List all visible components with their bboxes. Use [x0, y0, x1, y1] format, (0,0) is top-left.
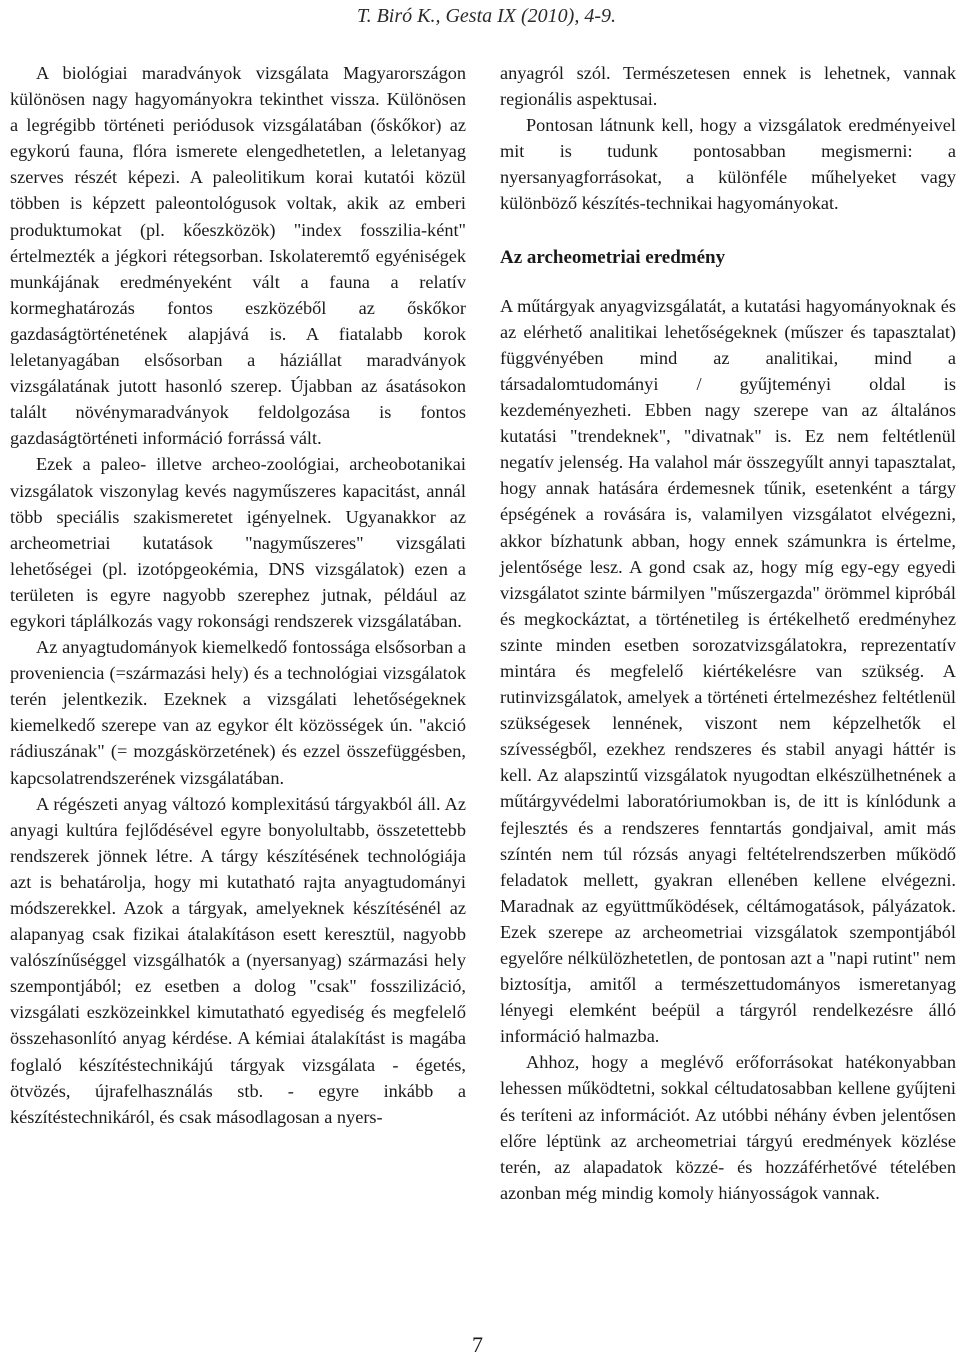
body-paragraph: A biológiai maradványok vizsgálata Magyarországon különösen nagy hagyományokra tekinthet vissza. Különösen a legrégibb történeti periódusok vizsgálatában (őskőkor) az egykorú fauna, flóra ismerete elengedhetetlen, a leletanyag szerves részét képezi. A paleolitikum korai kutatói közül többen is képzett paleontológusok voltak, akik az emberi produktumokat (pl. kőeszközök) "index fosszilia-ként" értelmezték a jégkori rétegsorban. Iskolateremtő egyéniségek munkájának eredményeként vált a fauna a relatív kormeghatározás fontos eszközéből az őskőkor gazdaságtörténetének alapjává is. A fiatalabb korok leletanyagában elsősorban a háziállat maradványok vizsgálatának jutott hasonló szerep. Újabban az ásatásokon talált növénymaradványok feldolgozása is fontos gazdaságtörténeti információ forrássá vált.	[10, 63, 466, 449]
body-paragraph-continued: anyagról szól. Természetesen ennek is lehetnek, vannak regionális aspektusai.	[500, 63, 956, 110]
body-paragraph: Ezek a paleo- illetve archeo-zoológiai, archeobotanikai vizsgálatok viszonylag kevés nagyműszeres kapacitást, annál több speciális szakismeretet igényelnek. Ugyanakkor az archeometriai kutatások "nagyműszeres" vizsgálati lehetőségei (pl. izotópgeokémia, DNS vizsgálatok) ezen a területen is egyre nagyobb szerephez jutnak, például az egykori táplálkozás vagy rokonsági rendszerek vizsgálatában.	[10, 454, 466, 631]
left-column	[10, 60, 466, 1130]
body-paragraph: Pontosan látnunk kell, hogy a vizsgálatok eredményeivel mit is tudunk pontosabban megismerni: a nyersanyagforrásokat, a különféle műhelyeket vagy különböző készítés-technikai hagyományokat.	[500, 115, 956, 214]
right-column	[500, 60, 956, 1206]
body-paragraph: A régészeti anyag változó komplexitású tárgyakból áll. Az anyagi kultúra fejlődésével egyre bonyolultabb, összetettebb rendszerek jönnek létre. A tárgy készítésének technológiája azt is behatárolja, hogy mi kutatható rajta anyagtudományi módszerekkel. Azok a tárgyak, amelyeknek készítésénél az alapanyag csak fizikai átalakításon esett keresztül, nagyobb valószínűséggel vizsgálhatók a (nyersanyag) származási hely szempontjából; ez esetben a dolog "csak" fosszilizáció, vizsgálati eszközeinkkel kimutatható egyediség és megfelelő összehasonlító anyag kérdése. A kémiai átalakítást is magába foglaló készítéstechnikájú tárgyak vizsgálata - égetés, ötvözés, újrafelhasználás stb. - egyre inkább a készítéstechnikáról, és csak másodlagosan a nyers-	[10, 793, 466, 1127]
page-number: 7	[472, 1332, 483, 1357]
running-header: T. Biró K., Gesta IX (2010), 4-9.	[356, 5, 616, 27]
section-heading: Az archeometriai eredmény	[500, 246, 726, 268]
body-paragraph: Az anyagtudományok kiemelkedő fontossága elsősorban a proveniencia (=származási hely) és a technológiai vizsgálatok terén jelentkezik. Ezeknek a vizsgálati lehetőségeknek kiemelkedő szerepe van az egykor élt közösségek ún. "akció rádiuszának" (= mozgáskörzetének) és ezzel összefüggésben, kapcsolatrendszerének vizsgálatában.	[10, 637, 466, 788]
body-paragraph: A műtárgyak anyagvizsgálatát, a kutatási hagyományoknak és az elérhető analitikai lehetőségeknek (műszer és tapasztalat) függvényében mind az analitikai, mind a társadalomtudományi / gyűjteményi oldal is kezdeményezheti. Ebben nagy szerepe van az általános kutatási "trendeknek", "divatnak" is. Ez nem feltétlenül negatív jelenség. Ha valahol már összegyűlt annyi tapasztalat, hogy annak hatására érdemesnek tűnik, esetenként a tárgy épségének a rovására is, valamilyen vizsgálatot elvégezni, akkor bízhatunk abban, hogy ennek számunkra is értelme, jelentősége lesz. A gond csak az, hogy míg egy-egy egyedi vizsgálatot szinte bármilyen "műszergazda" örömmel kipróbál és megkockáztat, a történetileg is értékelhető eredményhez szinte minden esetben sorozatvizsgálatokra, reprezentatív mintára és megfelelő kiértékelésre van szükség. A rutinvizsgálatok, amelyek a történeti értelmezéshez feltétlenül szükségesek lennének, viszont nem képzelhetők el szívességből, ezekhez rendszeres és stabil anyagi háttér is kell. Az alapszintű vizsgálatok nyugodtan elkészülhetnének a műtárgyvédelmi laboratóriumokban is, de itt is kínlódunk a fejlesztés és a rendszeres fenntartás gondjaival, amit más színtén nem túl rózsás anyagi feltételrendszerben működő feladatok mellett, gyakran ellenében kellene elvégezni. Maradnak az együttműködések, céltámogatások, pályázatok. Ezek szerepe az archeometriai vizsgálatok szempontjából egyelőre nélkülözhetetlen, de pontosan azt a "napi rutint" nem biztosítja, amitől a természettudományos ismeretanyag lényegi elemként beépül a tárgyról rendelkezésre álló információ halmazba.	[500, 295, 956, 1047]
body-paragraph: Ahhoz, hogy a meglévő erőforrásokat hatékonyabban lehessen működtetni, sokkal céltudatosabban kellene gyűjteni és teríteni az információt. Az utóbbi néhány évben jelentősen előre léptünk az archeometriai tárgyú eredmények közlése terén, az alapadatok közzé- és hozzáférhetővé tételében azonban még mindig komoly hiányosságok vannak.	[500, 1052, 956, 1203]
